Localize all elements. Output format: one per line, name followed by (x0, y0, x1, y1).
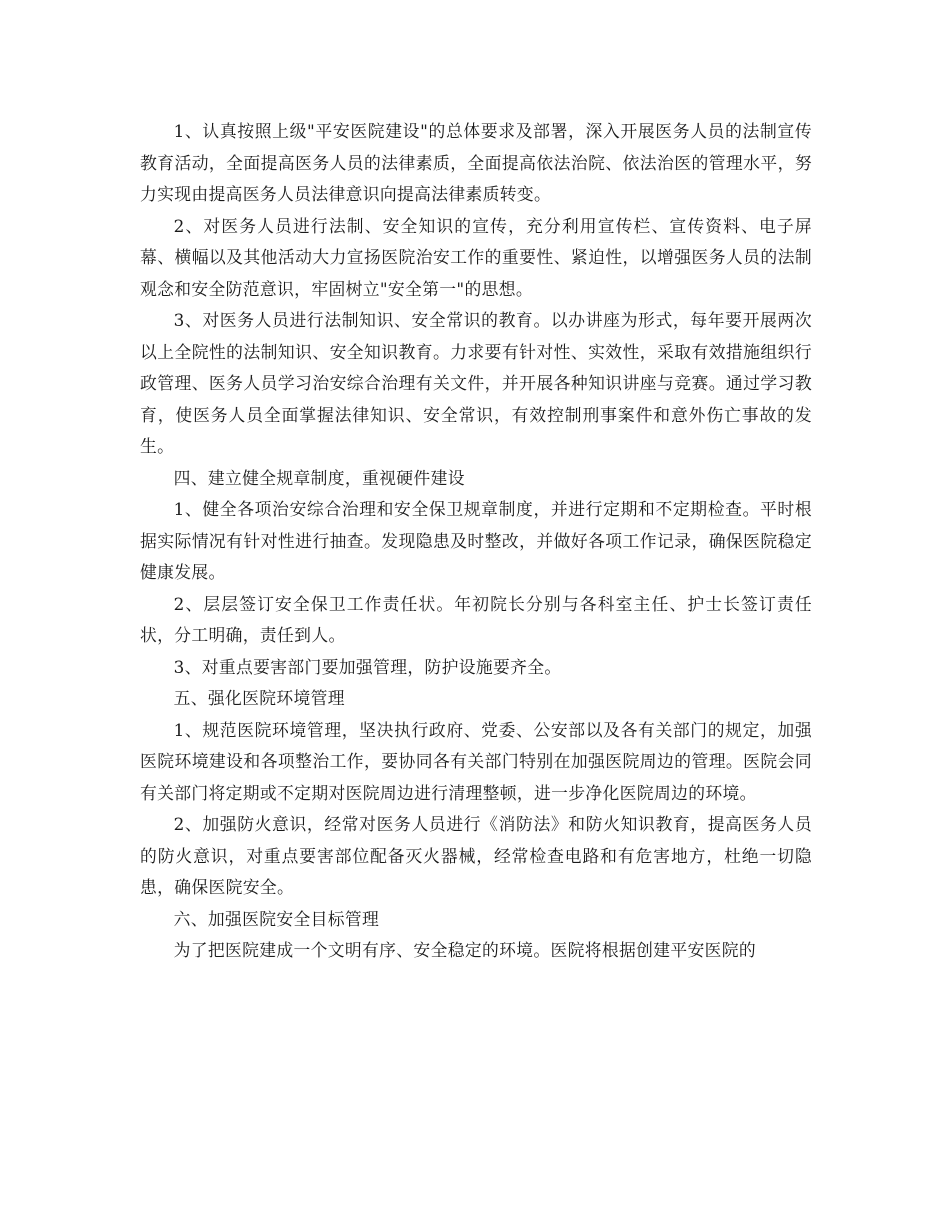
paragraph-5-1: 1、规范医院环境管理，坚决执行政府、党委、公安部以及各有关部门的规定，加强医院环境建设和各项整治工作，要协同各有关部门特别在加强医院周边的管理。医院会同有关部门将定期或不定期对医院周边进行清理整顿，进一步净化医院周边的环境。 (140, 719, 812, 803)
paragraph-5-2: 2、加强防火意识，经常对医务人员进行《消防法》和防火知识教育，提高医务人员的防火意识，对重点要害部位配备灭火器械，经常检查电路和有危害地方，杜绝一切隐患，确保医院安全。 (140, 814, 812, 897)
paragraph-4-3: 3、对重点要害部门要加强管理，防护设施要齐全。 (173, 656, 562, 677)
paragraph-6-1: 为了把医院建成一个文明有序、安全稳定的环境。医院将根据创建平安医院的 (173, 940, 757, 960)
paragraph-4-1: 1、健全各项治安综合治理和安全保卫规章制度，并进行定期和不定期检查。平时根据实际情况有针对性进行抽查。发现隐患及时整改，并做好各项工作记录，确保医院稳定健康发展。 (140, 499, 812, 582)
document-page (140, 116, 812, 967)
paragraph-4-2: 2、层层签订安全保卫工作责任状。年初院长分别与各科室主任、护士长签订责任状，分工明确，责任到人。 (140, 593, 812, 645)
paragraph-3: 3、对医务人员进行法制知识、安全常识的教育。以办讲座为形式，每年要开展两次以上全院性的法制知识、安全知识教育。力求要有针对性、实效性，采取有效措施组织行政管理、医务人员学习治安综合治理有关文件，并开展各种知识讲座与竞赛。通过学习教育，使医务人员全面掌握法律知识、安全常识，有效控制刑事案件和意外伤亡事故的发生。 (140, 310, 812, 456)
paragraph-1: 1、认真按照上级"平安医院建设"的总体要求及部署，深入开展医务人员的法制宣传教育活动，全面提高医务人员的法律素质，全面提高依法治院、依法治医的管理水平，努力实现由提高医务人员法律意识向提高法律素质转变。 (140, 121, 812, 204)
section-heading-5: 五、强化医院环境管理 (173, 688, 345, 708)
section-heading-6: 六、加强医院安全目标管理 (173, 908, 380, 929)
paragraph-2: 2、对医务人员进行法制、安全知识的宣传，充分利用宣传栏、宣传资料、电子屏幕、横幅以及其他活动大力宣扬医院治安工作的重要性、紧迫性，以增强医务人员的法制观念和安全防范意识，牢固树立"安全第一"的思想。 (140, 215, 812, 299)
section-heading-4: 四、建立健全规章制度，重视硬件建设 (173, 467, 465, 488)
